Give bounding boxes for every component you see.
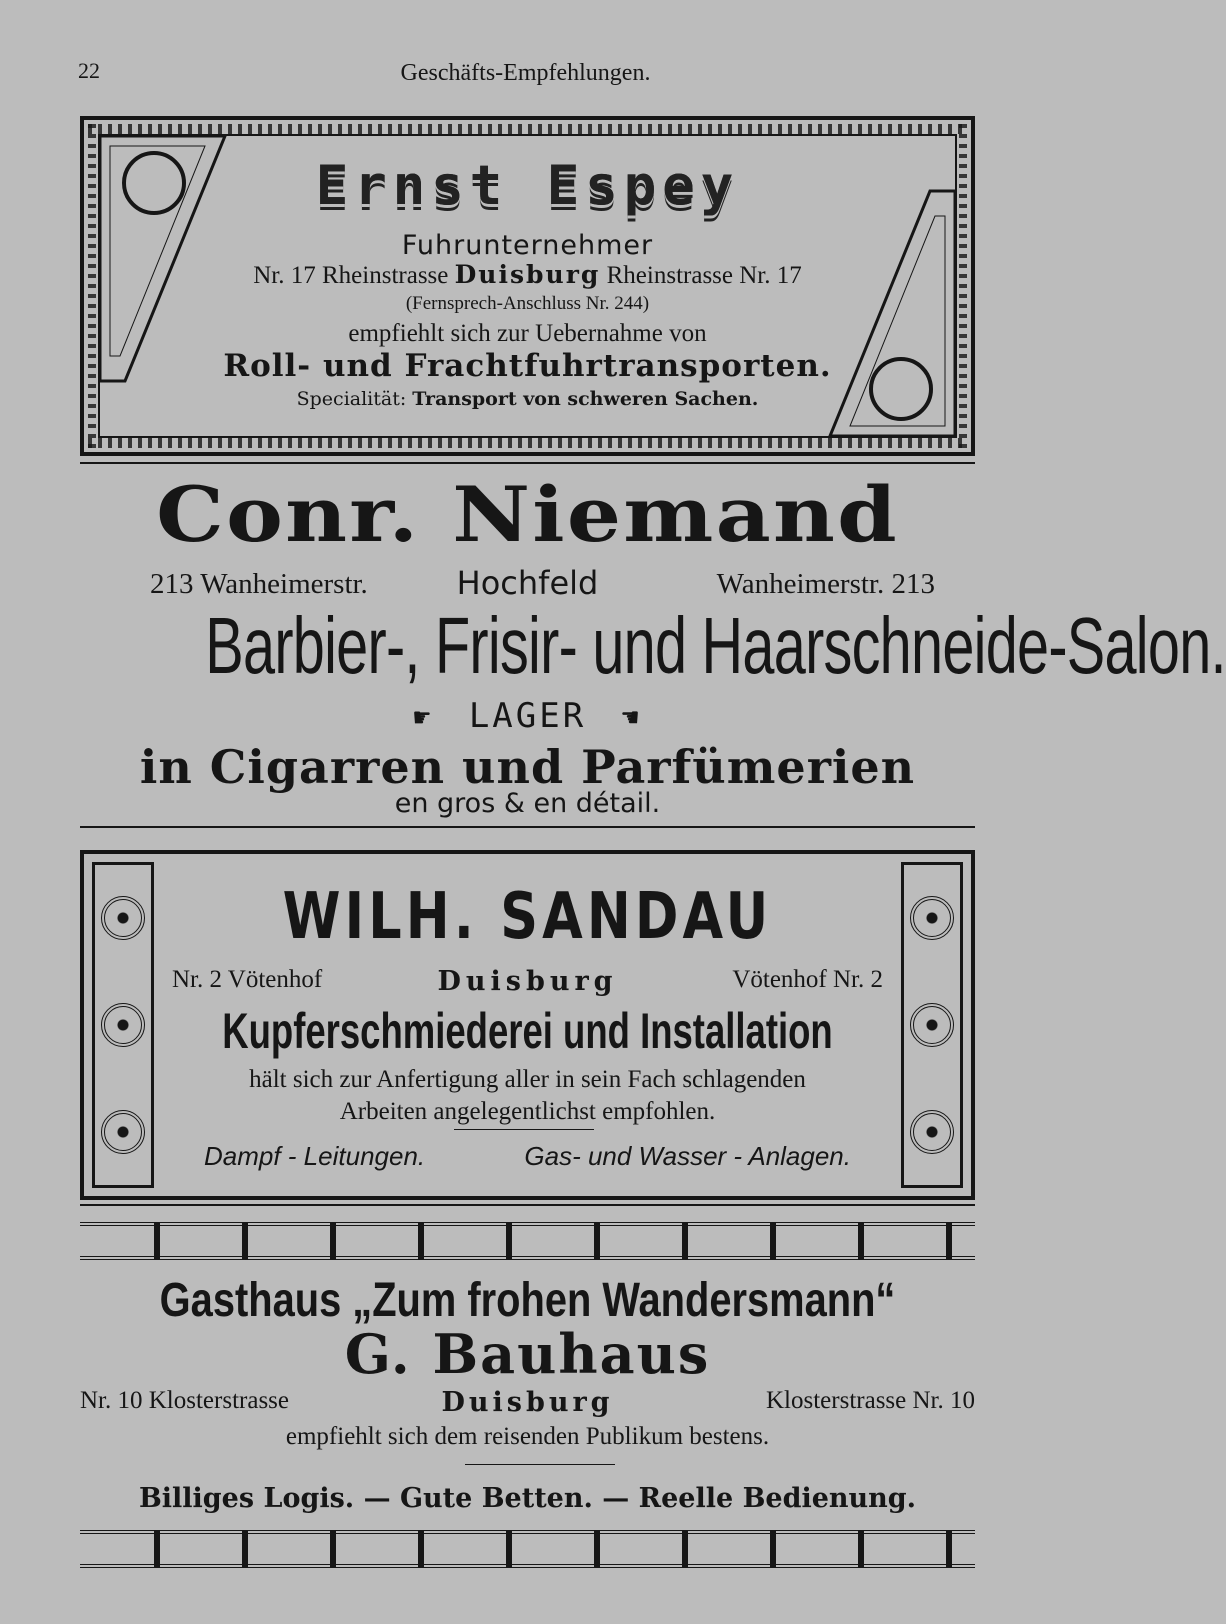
inn-title: Gasthaus „Zum frohen Wandersmann“ — [159, 1274, 896, 1327]
speciality-label: Specialität: — [296, 388, 407, 410]
page-header — [78, 58, 973, 98]
service-item: Dampf - Leitungen. — [204, 1141, 426, 1171]
rosette-icon — [101, 896, 145, 940]
rosette-icon — [910, 1110, 954, 1154]
features-text: Billiges Logis. — Gute Betten. — Reelle Bedienung. — [138, 1483, 917, 1514]
street-address: Nr. 10 Klosterstrasse — [80, 1387, 289, 1414]
city-name: Duisburg — [441, 1387, 614, 1418]
description-line: hält sich zur Anfertigung aller in sein Fach schlagenden — [249, 1066, 806, 1093]
ornamental-side-panel — [92, 862, 154, 1188]
divider-rule — [80, 462, 975, 464]
divider-rule — [80, 1204, 975, 1206]
company-name: Conr. Niemand — [156, 470, 899, 559]
address-line — [80, 1387, 975, 1421]
company-name: WILH. SANDAU — [282, 880, 773, 954]
street-address: Vötenhof Nr. 2 — [732, 966, 883, 993]
ornamental-side-panel — [901, 862, 963, 1188]
street-address: Rheinstrasse Nr. 17 — [606, 262, 802, 289]
district-name: Hochfeld — [456, 564, 599, 602]
address-line — [100, 260, 955, 290]
page-number: 22 — [78, 58, 100, 83]
service-item: Gas- und Wasser - Anlagen. — [524, 1141, 851, 1171]
ornamental-band — [80, 1222, 975, 1260]
description-line: Arbeiten angelegentlichst empfohlen. — [339, 1098, 716, 1125]
ad-inner-frame — [98, 134, 957, 438]
ad-wilh-sandau — [80, 850, 975, 1200]
city-name: Duisburg — [454, 260, 601, 289]
description-text — [172, 1064, 883, 1128]
profession: Fuhrunternehmer — [401, 230, 654, 261]
lager-line — [80, 696, 975, 736]
owner-name: G. Bauhaus — [344, 1322, 711, 1386]
street-address: Wanheimerstr. 213 — [716, 568, 935, 600]
street-address: 213 Wanheimerstr. — [150, 568, 368, 600]
city-name: Duisburg — [437, 966, 618, 997]
address-line — [172, 966, 883, 1000]
running-title: Geschäfts-Empfehlungen. — [400, 60, 651, 86]
ornamental-border-right — [959, 124, 967, 448]
divider-rule — [80, 826, 975, 828]
ornamental-border-left — [88, 124, 96, 448]
speciality-line — [100, 388, 955, 410]
services-text: Roll- und Frachtfuhrtransporten. — [223, 348, 832, 384]
street-address: Klosterstrasse Nr. 10 — [766, 1387, 975, 1414]
phone-number: (Fernsprech-Anschluss Nr. 244) — [405, 293, 650, 314]
rosette-icon — [910, 896, 954, 940]
trade-text: Kupferschmiederei und Installation — [222, 1003, 833, 1059]
rosette-icon — [101, 1110, 145, 1154]
street-address: Nr. 17 Rheinstrasse — [253, 262, 449, 289]
address-line — [80, 564, 975, 602]
ornamental-border-top — [88, 124, 967, 134]
lager-label: LAGER — [468, 696, 587, 736]
recommendation-text: empfiehlt sich dem reisenden Publikum bestens. — [285, 1423, 770, 1450]
company-name: Ernst Espey — [315, 154, 740, 217]
rosette-icon — [910, 1003, 954, 1047]
goods-text: in Cigarren und Parfümerien — [139, 740, 916, 794]
ornamental-band — [80, 1530, 975, 1568]
small-divider — [454, 1129, 594, 1130]
business-type: Barbier-, Frisir- und Haarschneide-Salon. — [205, 601, 1226, 690]
sale-text: en gros & en détail. — [394, 788, 661, 819]
offer-text: empfiehlt sich zur Uebernahme von — [348, 320, 707, 347]
small-divider — [465, 1464, 615, 1465]
rosette-icon — [101, 1003, 145, 1047]
pointing-hand-icon: ☛ — [413, 701, 434, 734]
street-address: Nr. 2 Vötenhof — [172, 966, 323, 993]
pointing-hand-icon: ☚ — [621, 701, 642, 734]
ad-ernst-espey — [80, 116, 975, 456]
speciality-text: Transport von schweren Sachen. — [412, 388, 759, 410]
ornamental-border-bottom — [88, 438, 967, 448]
